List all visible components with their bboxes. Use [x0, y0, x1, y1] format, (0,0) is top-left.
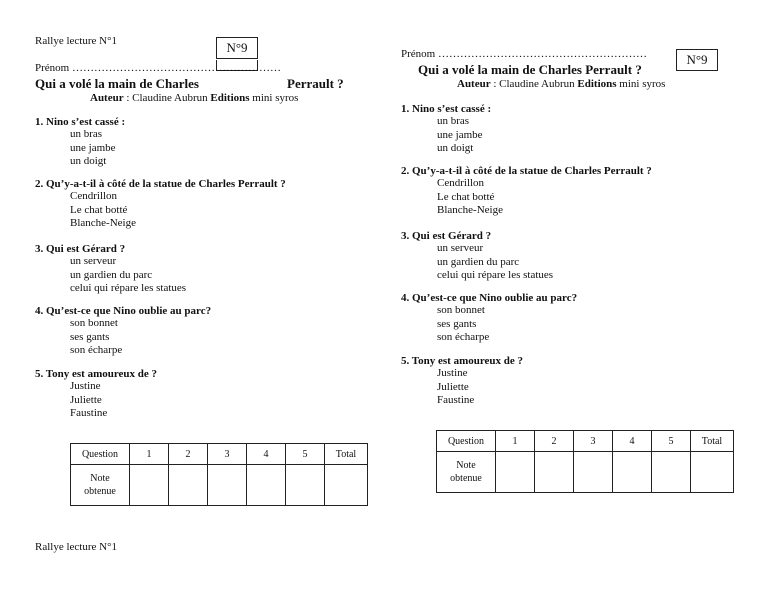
row-label: obtenue: [450, 473, 482, 484]
footer-left: Rallye lecture N°1: [35, 541, 117, 553]
option: un doigt: [70, 155, 107, 167]
option: Le chat botté: [70, 203, 128, 216]
question-3: 3. Qui est Gérard ?: [35, 243, 126, 255]
table-header-cell: Question: [71, 444, 130, 465]
option: son bonnet: [70, 317, 118, 329]
question-2: 2. Qu’y-a-t-il à côté de la statue de Charles Perrault ?: [401, 165, 652, 177]
question-block-4: [35, 305, 211, 358]
row-label: Note: [456, 460, 476, 471]
table-header-cell: 3: [208, 444, 247, 465]
option: Le chat botté: [437, 190, 495, 203]
option: un serveur: [437, 242, 484, 254]
table-header-cell: 1: [130, 444, 169, 465]
score-cell[interactable]: [169, 465, 208, 506]
author-label: Auteur: [90, 92, 124, 104]
question-5: 5. Tony est amoureux de ?: [401, 355, 524, 367]
question-2: 2. Qu’y-a-t-il à côté de la statue de Charles Perrault ?: [35, 178, 286, 190]
author-label: Auteur: [457, 78, 491, 90]
question-block-2: [35, 178, 286, 231]
option: Juliette: [70, 393, 102, 406]
option: un gardien du parc: [437, 255, 520, 268]
table-header-cell: 5: [652, 431, 691, 452]
table-header-row: [437, 431, 734, 452]
option: Justine: [70, 380, 101, 392]
question-1: 1. Nino s’est cassé :: [35, 116, 126, 128]
row-label-cell: [437, 452, 496, 493]
badge-left: N°9: [216, 37, 258, 59]
option: une jambe: [437, 128, 483, 141]
question-block-5-right: [401, 355, 523, 408]
option: un gardien du parc: [70, 268, 153, 281]
question-block-2-right: [401, 165, 652, 218]
option: son écharpe: [437, 331, 490, 343]
table-header-cell: Total: [325, 444, 368, 465]
question-4: 4. Qu’est-ce que Nino oublie au parc?: [35, 305, 212, 317]
table-header-cell: 5: [286, 444, 325, 465]
table-header-cell: Total: [691, 431, 734, 452]
score-table-right: [436, 430, 734, 493]
question-4: 4. Qu’est-ce que Nino oublie au parc?: [401, 292, 578, 304]
title-right: Qui a volé la main de Charles Perrault ?: [418, 62, 642, 77]
question-block-5: [35, 368, 157, 421]
option: celui qui répare les statues: [437, 269, 554, 281]
question-5: 5. Tony est amoureux de ?: [35, 368, 158, 380]
option: Blanche-Neige: [70, 217, 136, 229]
table-header-cell: 1: [496, 431, 535, 452]
score-cell[interactable]: [208, 465, 247, 506]
question-block-1-right: [401, 103, 491, 156]
score-cell[interactable]: [496, 452, 535, 493]
author-name: : Claudine Aubrun: [123, 92, 211, 104]
table-header-cell: Question: [437, 431, 496, 452]
editions-name: mini syros: [249, 92, 299, 104]
question-block-3-right: [401, 230, 553, 283]
score-cell[interactable]: [247, 465, 286, 506]
option: Juliette: [437, 380, 469, 393]
title-left-end: Perrault ?: [287, 76, 344, 91]
option: Cendrillon: [437, 177, 485, 189]
table-row: [71, 465, 368, 506]
row-label: Note: [90, 473, 110, 484]
option: un bras: [437, 115, 470, 127]
option: un serveur: [70, 255, 117, 267]
question-block-1: [35, 116, 125, 169]
option: une jambe: [70, 141, 116, 154]
header-left: Rallye lecture N°1: [35, 35, 117, 47]
option: Cendrillon: [70, 190, 118, 202]
badge-right: N°9: [676, 49, 718, 71]
prenom-right: Prénom …………………………………………………: [401, 48, 647, 60]
editions-label: Editions: [577, 78, 617, 90]
author-right: [457, 78, 665, 90]
option: son écharpe: [70, 344, 123, 356]
option: un doigt: [437, 142, 474, 154]
score-cell[interactable]: [613, 452, 652, 493]
row-label-cell: [71, 465, 130, 506]
score-cell[interactable]: [535, 452, 574, 493]
table-header-cell: 3: [574, 431, 613, 452]
table-header-cell: 2: [535, 431, 574, 452]
option: Blanche-Neige: [437, 204, 503, 216]
prenom-left: Prénom …………………………………………………: [35, 62, 281, 74]
score-cell[interactable]: [652, 452, 691, 493]
table-header-row: [71, 444, 368, 465]
score-cell[interactable]: [325, 465, 368, 506]
editions-name: mini syros: [616, 78, 666, 90]
table-header-cell: 2: [169, 444, 208, 465]
option: ses gants: [437, 317, 477, 330]
author-name: : Claudine Aubrun: [490, 78, 578, 90]
score-cell[interactable]: [574, 452, 613, 493]
option: celui qui répare les statues: [70, 282, 187, 294]
option: Justine: [437, 367, 468, 379]
score-cell[interactable]: [691, 452, 734, 493]
author-left: [90, 92, 298, 104]
editions-label: Editions: [210, 92, 250, 104]
table-header-cell: 4: [247, 444, 286, 465]
row-label: obtenue: [84, 486, 116, 497]
option: un bras: [70, 128, 103, 140]
title-left: Qui a volé la main de Charles: [35, 76, 199, 91]
option: Faustine: [437, 394, 475, 406]
score-table-left: [70, 443, 368, 506]
table-header-cell: 4: [613, 431, 652, 452]
question-block-3: [35, 243, 186, 296]
table-row: [437, 452, 734, 493]
score-cell[interactable]: [130, 465, 169, 506]
option: Faustine: [70, 407, 108, 419]
score-cell[interactable]: [286, 465, 325, 506]
option: son bonnet: [437, 304, 485, 316]
question-block-4-right: [401, 292, 577, 345]
question-3: 3. Qui est Gérard ?: [401, 230, 492, 242]
option: ses gants: [70, 330, 110, 343]
question-1: 1. Nino s’est cassé :: [401, 103, 492, 115]
